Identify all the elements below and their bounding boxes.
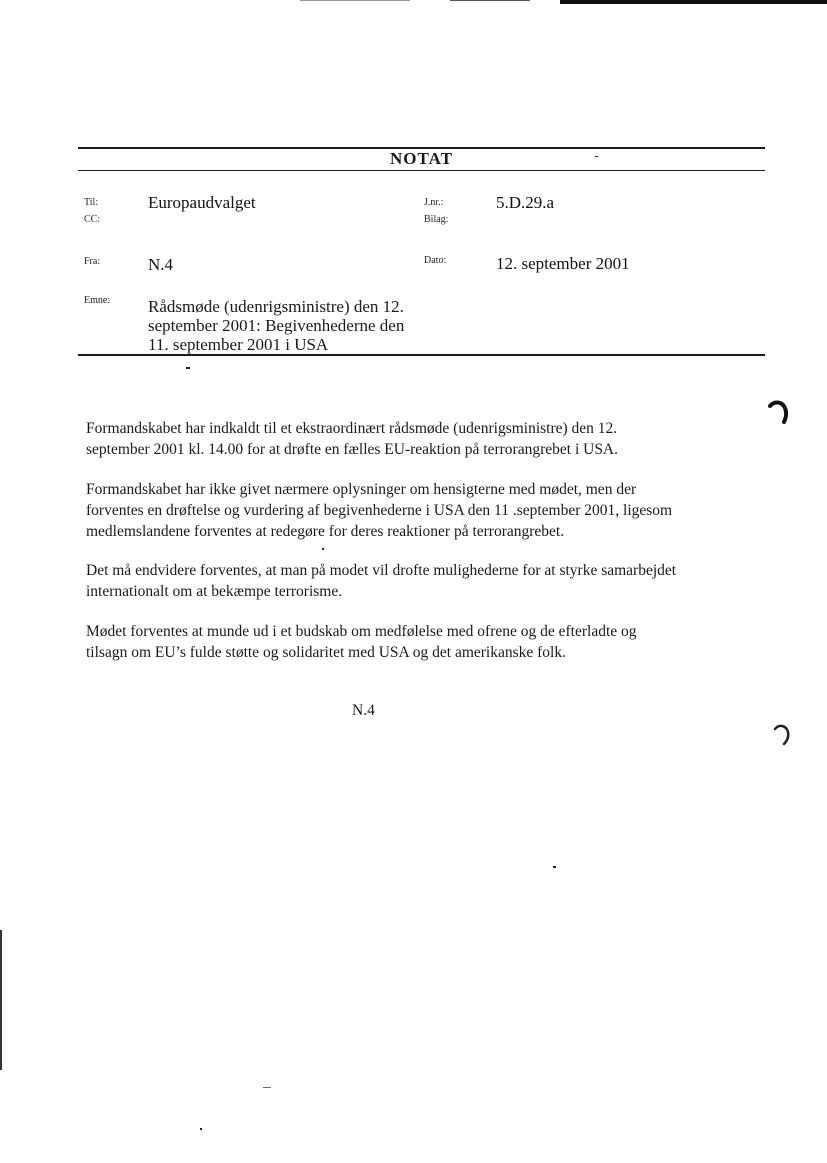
- fra-value: N.4: [148, 255, 174, 274]
- scan-speck: [263, 1087, 271, 1088]
- body-paragraph: [86, 560, 776, 602]
- til-label: Til:: [84, 197, 99, 208]
- emne-label: Emne:: [84, 295, 111, 306]
- scan-speck: [553, 866, 556, 868]
- scan-speck: [322, 548, 324, 550]
- dato-label: Dato:: [424, 255, 447, 266]
- body-line: Formandskabet har ikke givet nærmere oplysninger om hensigterne med mødet, men der: [86, 481, 637, 498]
- body-line: internationalt om at bekæmpe terrorisme.: [86, 583, 343, 600]
- emne-line: Rådsmøde (udenrigsministre) den 12.: [148, 297, 404, 316]
- emne-line: september 2001: Begivenhederne den: [148, 316, 405, 335]
- body-line: Formandskabet har indkaldt til et ekstraordinært rådsmøde (udenrigsministre) den 12.: [86, 420, 618, 437]
- body-line: Mødet forventes at munde ud i et budskab om medfølelse med ofrene og de efterladte og: [86, 623, 637, 640]
- emne-value: [148, 297, 438, 354]
- body-paragraph: [86, 479, 776, 542]
- body-line: Det må endvidere forventes, at man på modet vil drofte mulighederne for at styrke samarbejdet: [86, 562, 677, 579]
- scan-artifact: [450, 0, 530, 1]
- emne-line: 11. september 2001 i USA: [148, 335, 329, 354]
- body-line: tilsagn om EU’s fulde støtte og solidaritet med USA og det amerikanske folk.: [86, 644, 566, 661]
- body-paragraph: [86, 418, 776, 460]
- bilag-label: Bilag:: [424, 214, 449, 225]
- body-line: medlemslandene forventes at redegøre for deres reaktioner på terrorangrebet.: [86, 523, 565, 540]
- dato-value: 12. september 2001: [496, 254, 630, 273]
- punch-hole-mark: [772, 722, 792, 746]
- scan-artifact: [300, 0, 410, 1]
- body-paragraph: [86, 621, 776, 663]
- body-line: september 2001 kl. 14.00 for at drøfte en fælles EU-reaktion på terrorangrebet i USA.: [86, 441, 619, 458]
- jnr-value: 5.D.29.a: [496, 193, 555, 212]
- document-title: NOTAT: [390, 149, 453, 168]
- fra-label: Fra:: [84, 256, 101, 267]
- scan-artifact: [560, 0, 827, 4]
- punch-hole-mark: [768, 400, 788, 424]
- scan-speck: [186, 367, 190, 369]
- header-rule-bottom: [78, 170, 765, 171]
- signature: N.4: [352, 702, 375, 719]
- scan-artifact: [0, 930, 2, 1070]
- scan-speck: [595, 156, 598, 157]
- cc-label: CC:: [84, 214, 101, 225]
- fields-rule-bottom: [78, 354, 765, 356]
- body-line: forventes en drøftelse og vurdering af begivenhederne i USA den 11 .september 2001, ligesom: [86, 502, 673, 519]
- jnr-label: J.nr.:: [424, 197, 444, 208]
- til-value: Europaudvalget: [148, 193, 256, 212]
- scan-speck: [200, 1128, 202, 1130]
